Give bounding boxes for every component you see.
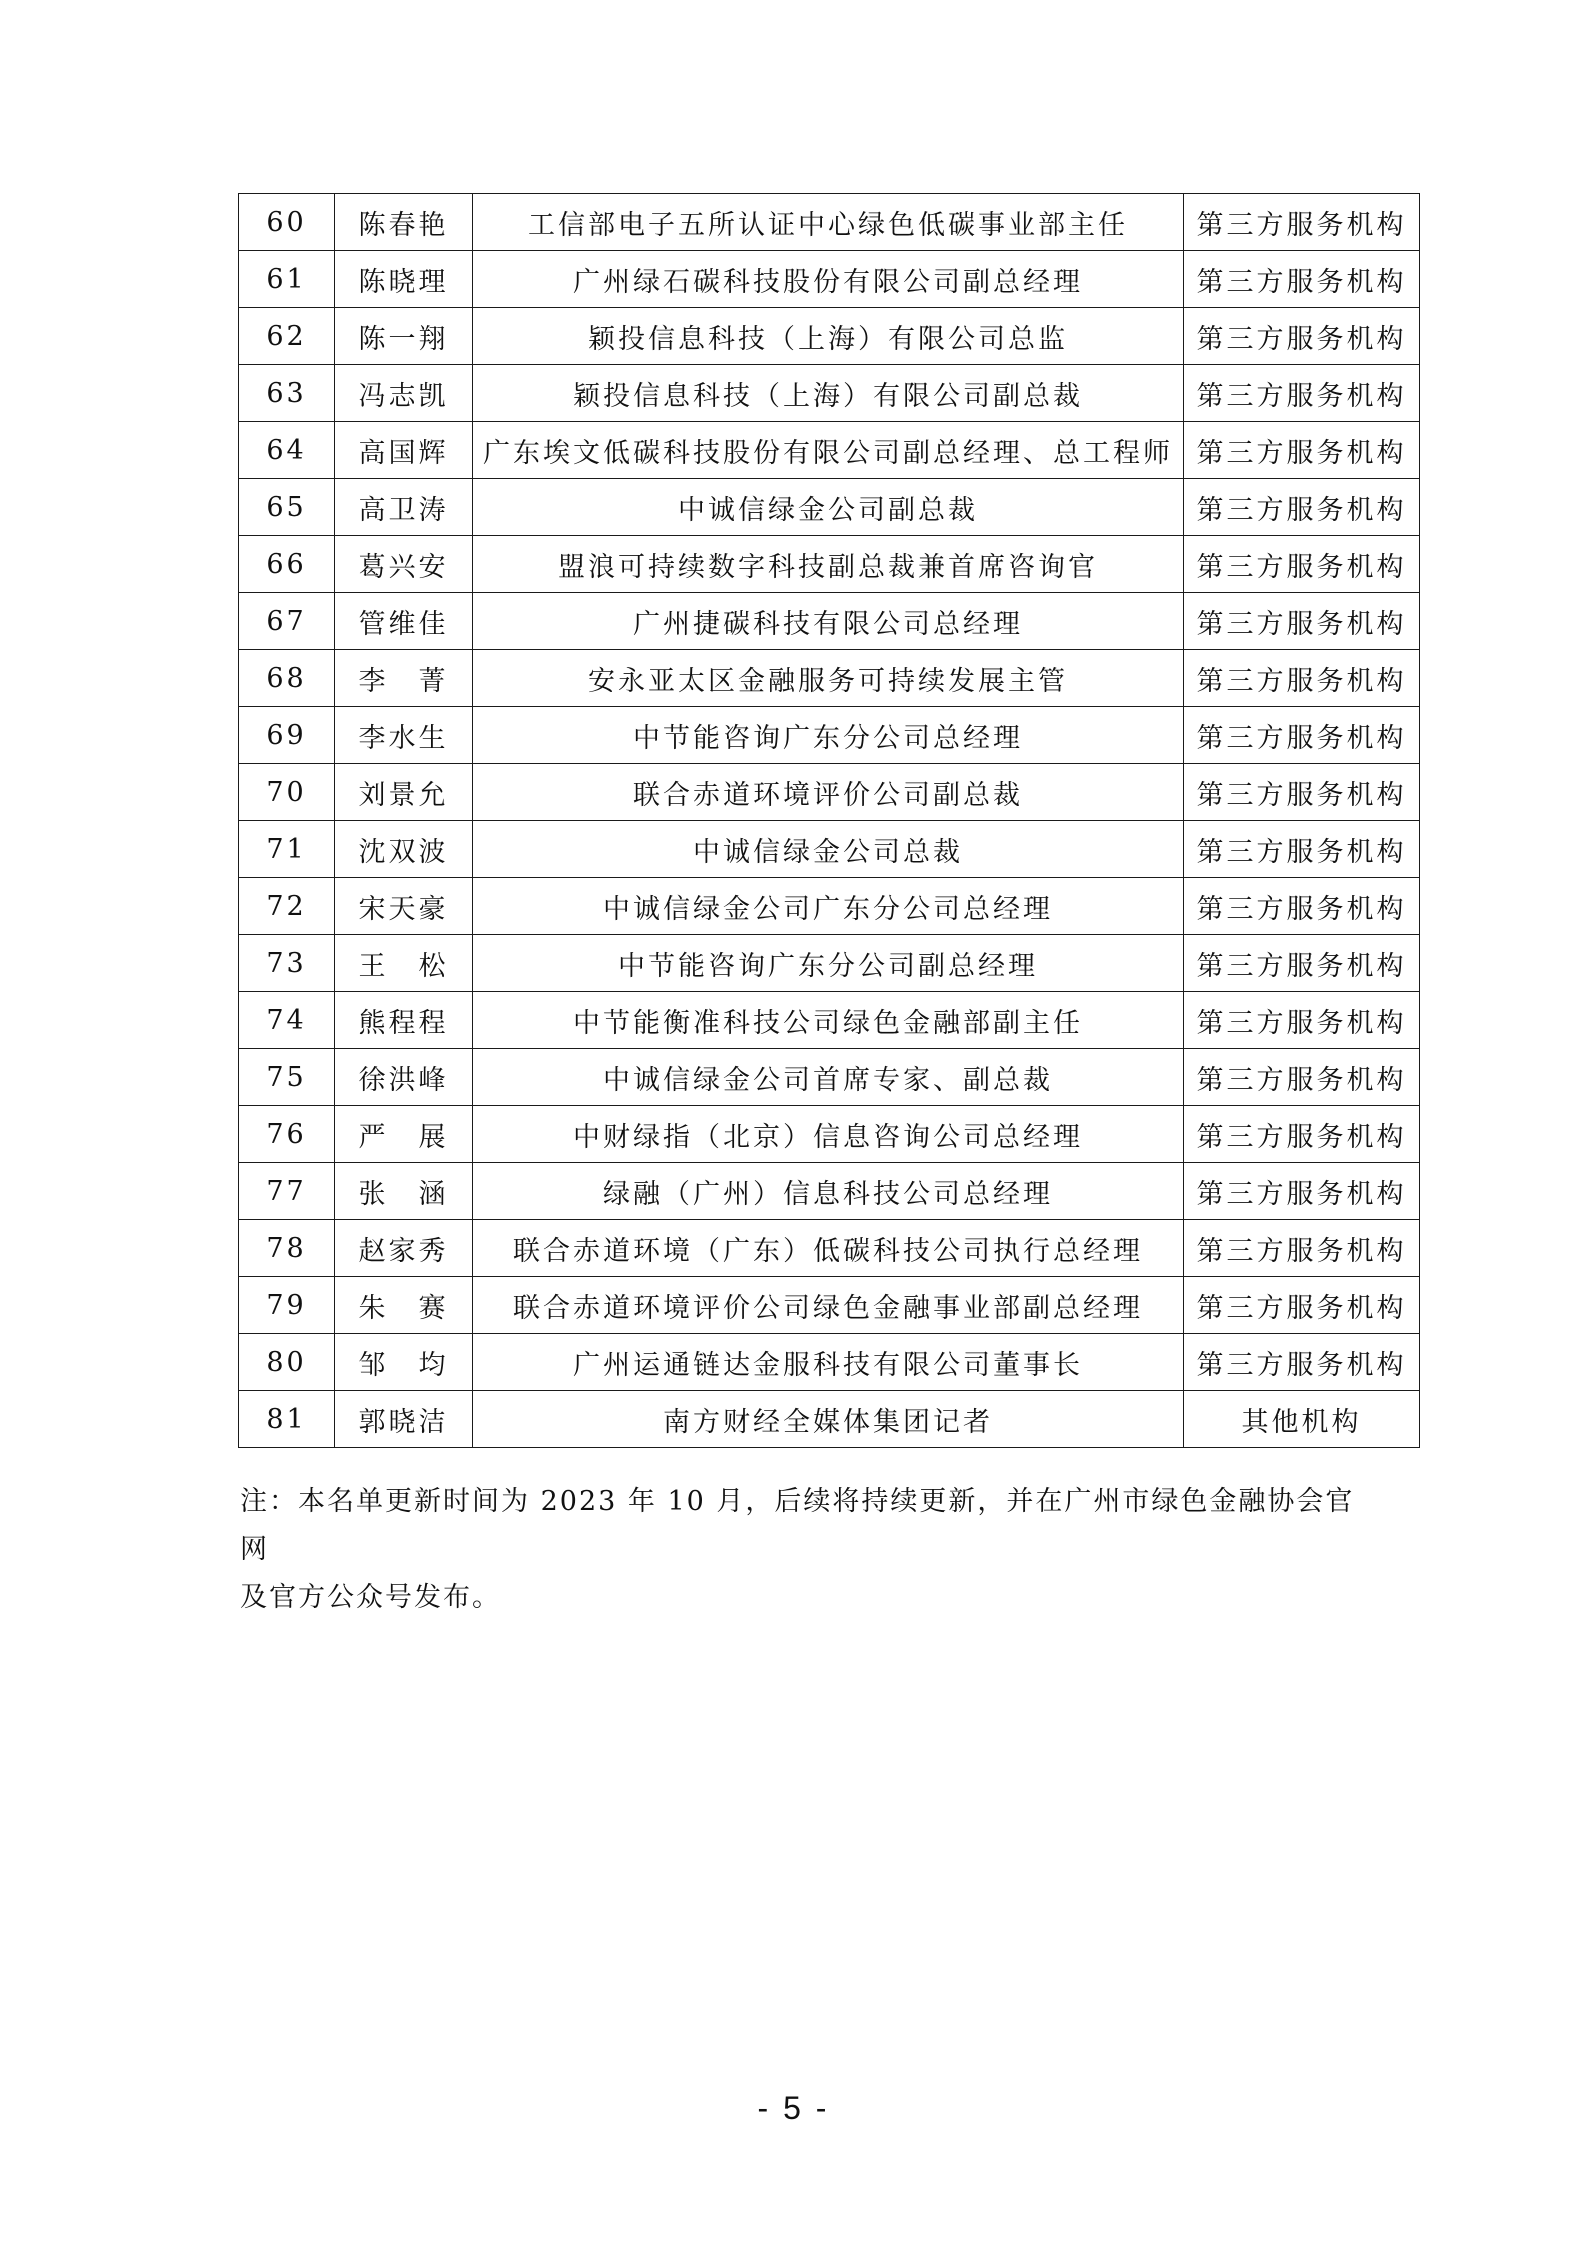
position-title-cell: 中节能衡准科技公司绿色金融部副主任 [473,992,1184,1049]
person-name-cell: 陈春艳 [335,194,473,251]
row-number-cell: 73 [239,935,335,992]
position-title-cell: 中诚信绿金公司副总裁 [473,479,1184,536]
institution-type-cell: 第三方服务机构 [1184,992,1420,1049]
table-row [239,878,1420,935]
row-number-cell: 78 [239,1220,335,1277]
institution-type-cell: 第三方服务机构 [1184,479,1420,536]
row-number-cell: 74 [239,992,335,1049]
person-name-cell: 徐洪峰 [335,1049,473,1106]
table-row [239,194,1420,251]
table-row [239,821,1420,878]
position-title-cell: 颖投信息科技（上海）有限公司副总裁 [473,365,1184,422]
position-title-cell: 广东埃文低碳科技股份有限公司副总经理、总工程师 [473,422,1184,479]
institution-type-cell: 第三方服务机构 [1184,707,1420,764]
row-number-cell: 71 [239,821,335,878]
row-number-cell: 68 [239,650,335,707]
institution-type-cell: 第三方服务机构 [1184,1334,1420,1391]
row-number-cell: 67 [239,593,335,650]
row-number-cell: 61 [239,251,335,308]
institution-type-cell: 第三方服务机构 [1184,536,1420,593]
institution-type-cell: 第三方服务机构 [1184,593,1420,650]
position-title-cell: 中财绿指（北京）信息咨询公司总经理 [473,1106,1184,1163]
row-number-cell: 60 [239,194,335,251]
person-name-cell: 王 松 [335,935,473,992]
table-row [239,707,1420,764]
person-name-cell: 李 菁 [335,650,473,707]
position-title-cell: 广州捷碳科技有限公司总经理 [473,593,1184,650]
table-row [239,1049,1420,1106]
page-number: - 5 - [757,2090,830,2126]
institution-type-cell: 第三方服务机构 [1184,1277,1420,1334]
table-row [239,1277,1420,1334]
position-title-cell: 绿融（广州）信息科技公司总经理 [473,1163,1184,1220]
position-title-cell: 中诚信绿金公司总裁 [473,821,1184,878]
institution-type-cell: 第三方服务机构 [1184,935,1420,992]
person-name-cell: 高卫涛 [335,479,473,536]
footnote-line-1: 注：本名单更新时间为 2023 年 10 月，后续将持续更新，并在广州市绿色金融协会官网 [240,1486,1355,1565]
row-number-cell: 80 [239,1334,335,1391]
institution-type-cell: 第三方服务机构 [1184,1163,1420,1220]
row-number-cell: 62 [239,308,335,365]
table-row [239,650,1420,707]
row-number-cell: 77 [239,1163,335,1220]
person-name-cell: 严 展 [335,1106,473,1163]
table-row [239,764,1420,821]
person-name-cell: 刘景允 [335,764,473,821]
institution-type-cell: 第三方服务机构 [1184,1220,1420,1277]
position-title-cell: 联合赤道环境（广东）低碳科技公司执行总经理 [473,1220,1184,1277]
table-row [239,935,1420,992]
position-title-cell: 盟浪可持续数字科技副总裁兼首席咨询官 [473,536,1184,593]
person-name-cell: 朱 赛 [335,1277,473,1334]
position-title-cell: 颖投信息科技（上海）有限公司总监 [473,308,1184,365]
position-title-cell: 广州绿石碳科技股份有限公司副总经理 [473,251,1184,308]
position-title-cell: 中诚信绿金公司首席专家、副总裁 [473,1049,1184,1106]
expert-roster-table [238,193,1420,1448]
position-title-cell: 工信部电子五所认证中心绿色低碳事业部主任 [473,194,1184,251]
row-number-cell: 63 [239,365,335,422]
person-name-cell: 李水生 [335,707,473,764]
table-row [239,479,1420,536]
institution-type-cell: 第三方服务机构 [1184,308,1420,365]
institution-type-cell: 其他机构 [1184,1391,1420,1448]
institution-type-cell: 第三方服务机构 [1184,764,1420,821]
position-title-cell: 南方财经全媒体集团记者 [473,1391,1184,1448]
person-name-cell: 郭晓洁 [335,1391,473,1448]
position-title-cell: 中节能咨询广东分公司总经理 [473,707,1184,764]
row-number-cell: 69 [239,707,335,764]
table-row [239,536,1420,593]
person-name-cell: 熊程程 [335,992,473,1049]
position-title-cell: 联合赤道环境评价公司绿色金融事业部副总经理 [473,1277,1184,1334]
person-name-cell: 管维佳 [335,593,473,650]
institution-type-cell: 第三方服务机构 [1184,821,1420,878]
position-title-cell: 广州运通链达金服科技有限公司董事长 [473,1334,1184,1391]
person-name-cell: 沈双波 [335,821,473,878]
footnote [240,1478,1380,1622]
institution-type-cell: 第三方服务机构 [1184,251,1420,308]
person-name-cell: 邹 均 [335,1334,473,1391]
person-name-cell: 宋天豪 [335,878,473,935]
table-row [239,593,1420,650]
institution-type-cell: 第三方服务机构 [1184,422,1420,479]
table-row [239,1334,1420,1391]
position-title-cell: 中节能咨询广东分公司副总经理 [473,935,1184,992]
row-number-cell: 64 [239,422,335,479]
table-row [239,251,1420,308]
table-row [239,1163,1420,1220]
person-name-cell: 张 涵 [335,1163,473,1220]
row-number-cell: 79 [239,1277,335,1334]
institution-type-cell: 第三方服务机构 [1184,1049,1420,1106]
row-number-cell: 81 [239,1391,335,1448]
table-row [239,308,1420,365]
table-row [239,365,1420,422]
position-title-cell: 安永亚太区金融服务可持续发展主管 [473,650,1184,707]
row-number-cell: 65 [239,479,335,536]
roster-table-body [239,194,1420,1448]
table-row [239,422,1420,479]
institution-type-cell: 第三方服务机构 [1184,650,1420,707]
position-title-cell: 中诚信绿金公司广东分公司总经理 [473,878,1184,935]
institution-type-cell: 第三方服务机构 [1184,878,1420,935]
row-number-cell: 70 [239,764,335,821]
table-row [239,1220,1420,1277]
row-number-cell: 76 [239,1106,335,1163]
institution-type-cell: 第三方服务机构 [1184,365,1420,422]
row-number-cell: 75 [239,1049,335,1106]
person-name-cell: 赵家秀 [335,1220,473,1277]
row-number-cell: 66 [239,536,335,593]
table-row [239,992,1420,1049]
institution-type-cell: 第三方服务机构 [1184,1106,1420,1163]
institution-type-cell: 第三方服务机构 [1184,194,1420,251]
row-number-cell: 72 [239,878,335,935]
person-name-cell: 葛兴安 [335,536,473,593]
person-name-cell: 冯志凯 [335,365,473,422]
person-name-cell: 陈一翔 [335,308,473,365]
person-name-cell: 陈晓理 [335,251,473,308]
position-title-cell: 联合赤道环境评价公司副总裁 [473,764,1184,821]
table-row [239,1106,1420,1163]
table-row [239,1391,1420,1448]
footnote-line-2: 及官方公众号发布。 [240,1582,501,1613]
person-name-cell: 高国辉 [335,422,473,479]
